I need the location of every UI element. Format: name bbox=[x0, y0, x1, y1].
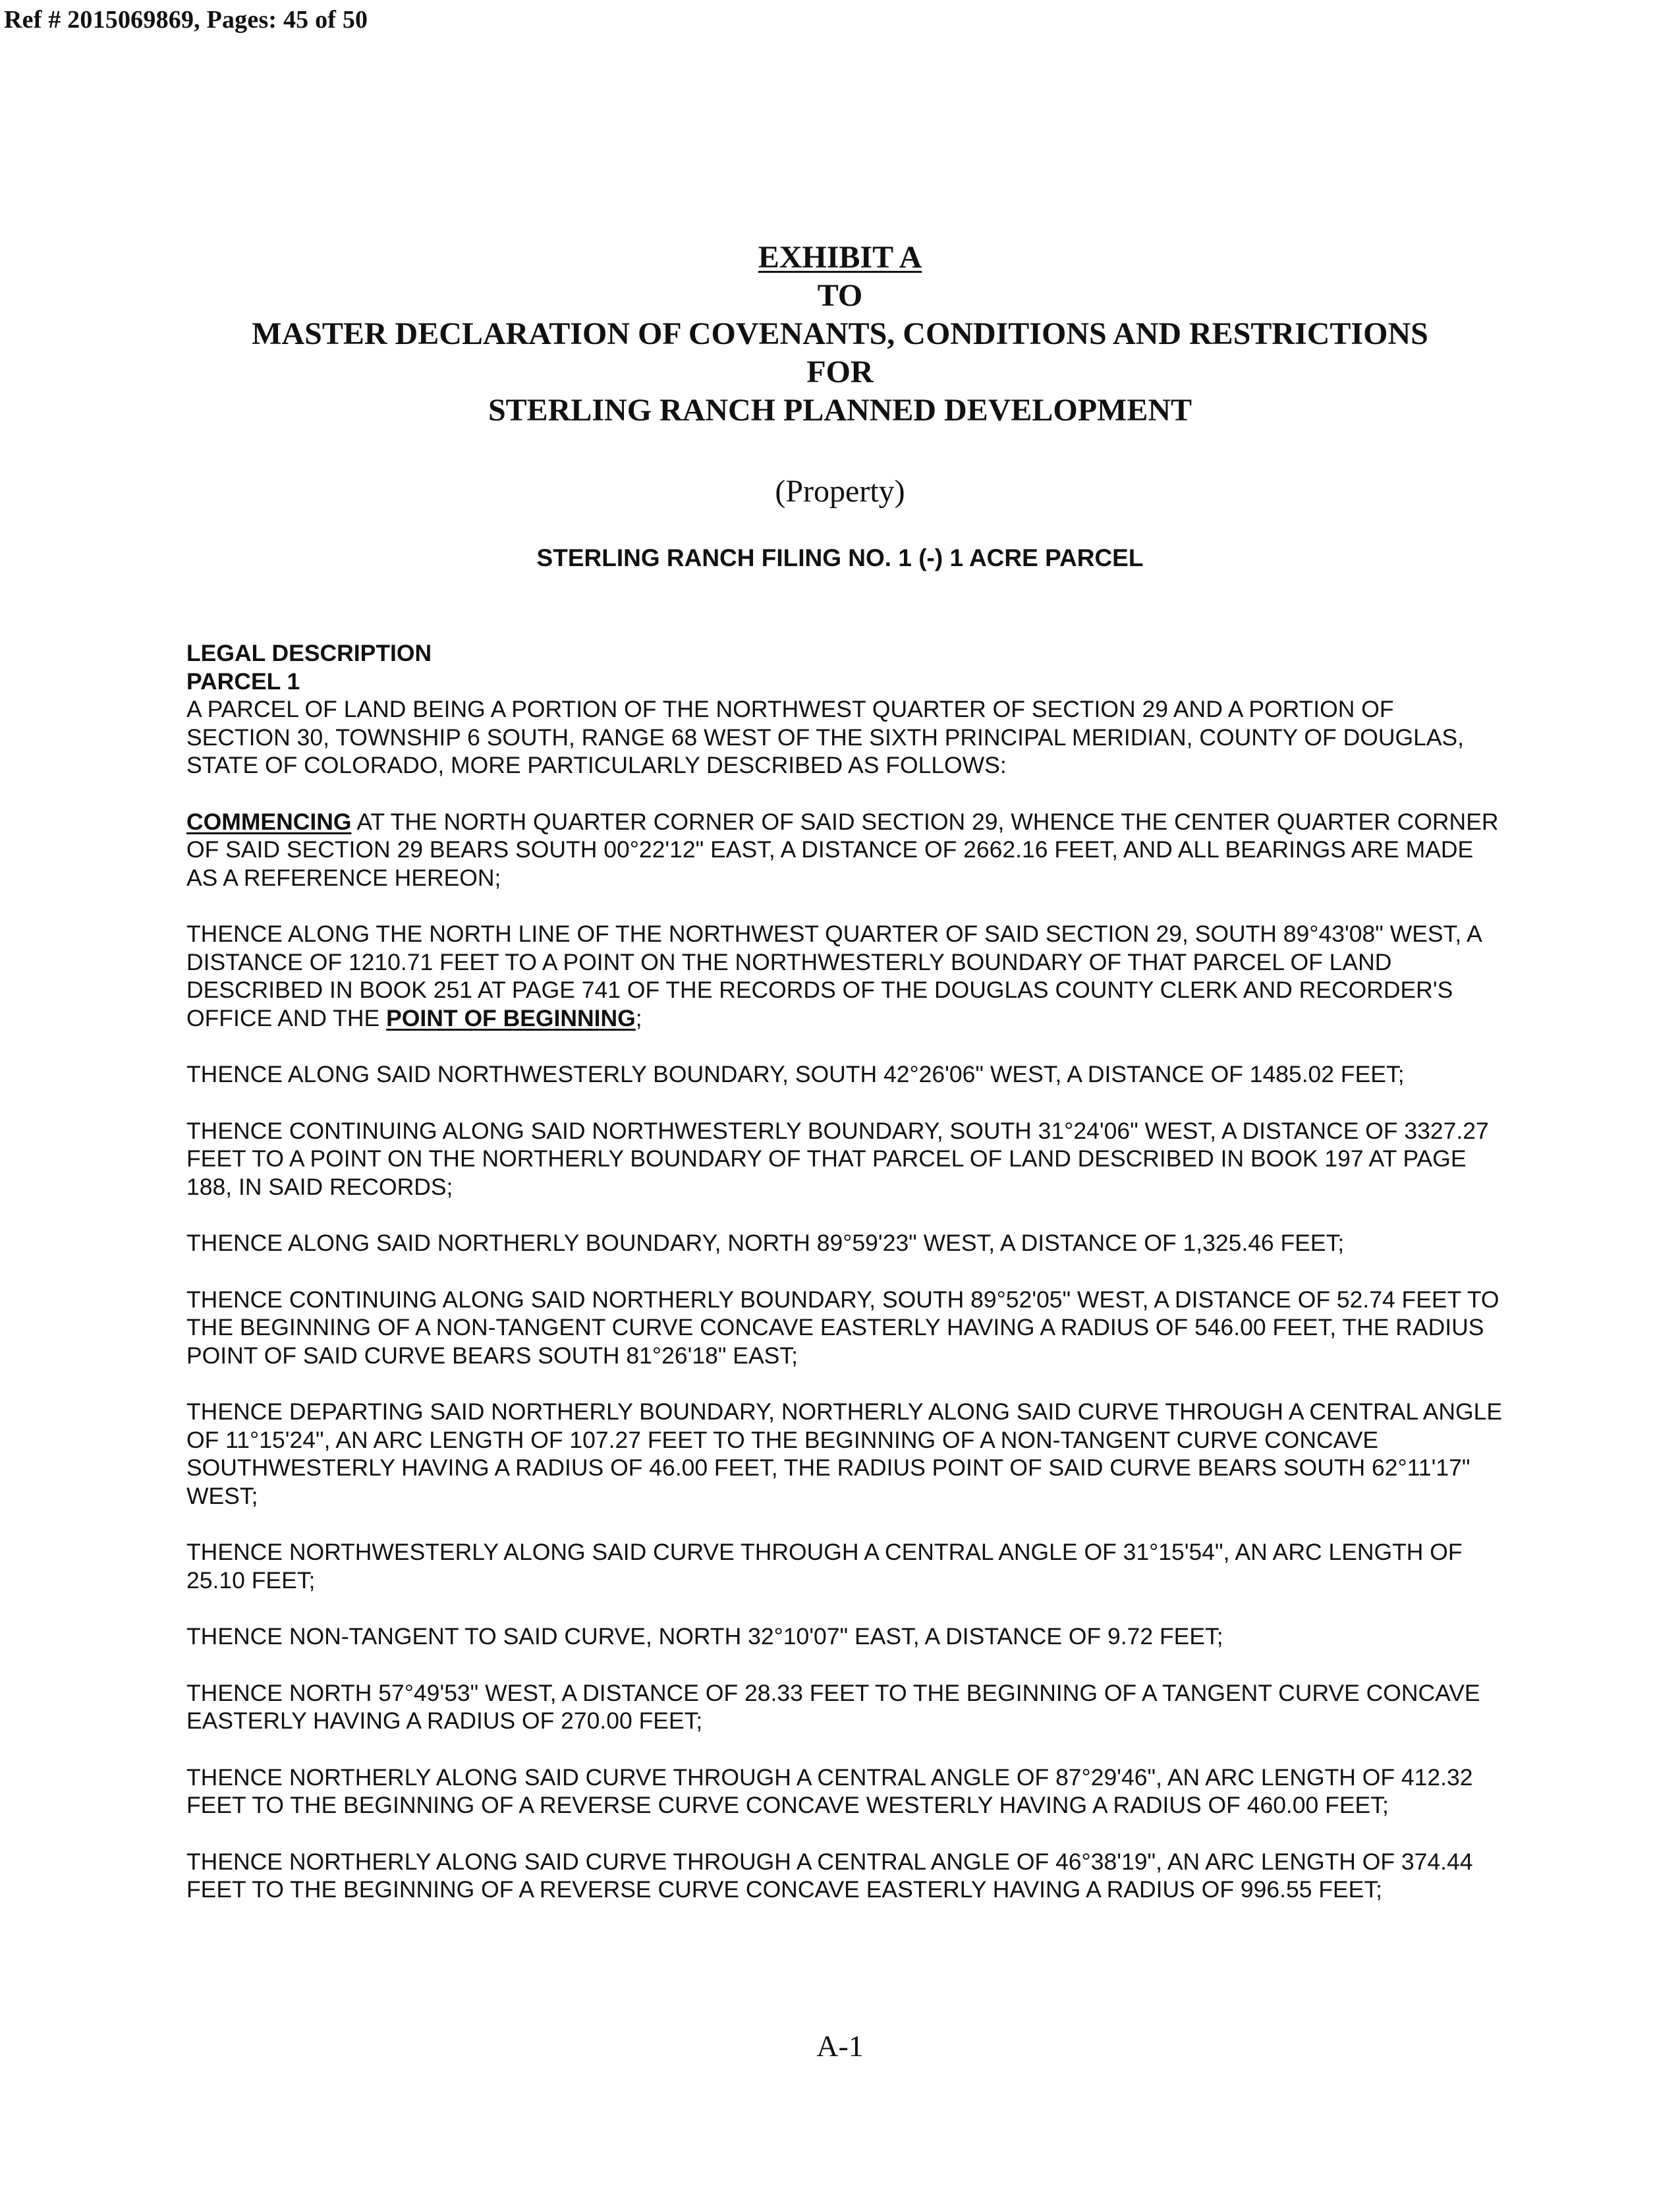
point-of-beginning-label: POINT OF BEGINNING bbox=[386, 1004, 636, 1031]
course-paragraph: THENCE NORTHERLY ALONG SAID CURVE THROUGH A CENTRAL ANGLE OF 46°38'19", AN ARC LENGTH OF 374.44 FEET TO THE BEGINNING OF A REVERSE CURVE CONCAVE EASTERLY HAVING A RADIUS OF 996.55 FEET; bbox=[186, 1848, 1473, 1903]
commencing-label: COMMENCING bbox=[186, 808, 352, 835]
course-paragraph: THENCE ALONG SAID NORTHERLY BOUNDARY, NORTH 89°59'23" WEST, A DISTANCE OF 1,325.46 FEET; bbox=[186, 1230, 1345, 1256]
exhibit-title: EXHIBIT A bbox=[758, 240, 922, 275]
filing-subtitle: STERLING RANCH FILING NO. 1 (-) 1 ACRE PARCEL bbox=[536, 544, 1144, 571]
title-for: FOR bbox=[806, 355, 874, 389]
development-title: STERLING RANCH PLANNED DEVELOPMENT bbox=[488, 393, 1192, 428]
legal-description-heading: LEGAL DESCRIPTION bbox=[186, 640, 432, 666]
title-to: TO bbox=[817, 278, 863, 313]
pob-text-before: THENCE ALONG THE NORTH LINE OF THE NORTHWEST QUARTER OF SAID SECTION 29, SOUTH 89°43'08" WEST, A DISTANCE OF 1210.71 FEET TO A POINT ON THE NORTHWESTERLY BOUNDARY OF THAT PARCEL OF LAND DESCRIBED IN BOOK 251 AT PAGE 741 OF THE RECORDS OF THE DOUGLAS COUNTY CLERK AND RECORDER'S OFFICE AND THE bbox=[186, 921, 1481, 1031]
point-of-beginning-paragraph bbox=[186, 920, 1504, 1032]
declaration-title: MASTER DECLARATION OF COVENANTS, CONDITIONS AND RESTRICTIONS bbox=[252, 316, 1428, 351]
course-paragraph: THENCE NORTH 57°49'53" WEST, A DISTANCE OF 28.33 FEET TO THE BEGINNING OF A TANGENT CURVE CONCAVE EASTERLY HAVING A RADIUS OF 270.00 FEET; bbox=[186, 1679, 1480, 1734]
legal-description-body bbox=[186, 639, 1504, 1932]
exhibit-title-block bbox=[0, 239, 1680, 430]
commencing-text: AT THE NORTH QUARTER CORNER OF SAID SECTION 29, WHENCE THE CENTER QUARTER CORNER OF SAID SECTION 29 BEARS SOUTH 00°22'12" EAST, A DISTANCE OF 2662.16 FEET, AND ALL BEARINGS ARE MADE AS A REFERENCE HEREON; bbox=[186, 808, 1499, 891]
course-paragraph: THENCE NORTHERLY ALONG SAID CURVE THROUGH A CENTRAL ANGLE OF 87°29'46", AN ARC LENGTH OF 412.32 FEET TO THE BEGINNING OF A REVERSE CURVE CONCAVE WESTERLY HAVING A RADIUS OF 460.00 FEET; bbox=[186, 1764, 1473, 1818]
commencing-paragraph bbox=[186, 808, 1504, 892]
course-paragraph: THENCE NORTHWESTERLY ALONG SAID CURVE THROUGH A CENTRAL ANGLE OF 31°15'54", AN ARC LENGTH OF 25.10 FEET; bbox=[186, 1539, 1463, 1594]
document-reference-header: Ref # 2015069869, Pages: 45 of 50 bbox=[4, 6, 368, 34]
course-paragraph: THENCE CONTINUING ALONG SAID NORTHWESTERLY BOUNDARY, SOUTH 31°24'06" WEST, A DISTANCE OF 3327.27 FEET TO A POINT ON THE NORTHERLY BOUNDARY OF THAT PARCEL OF LAND DESCRIBED IN BOOK 197 AT PAGE 188, IN SAID RECORDS; bbox=[186, 1117, 1489, 1200]
course-paragraph: THENCE NON-TANGENT TO SAID CURVE, NORTH 32°10'07" EAST, A DISTANCE OF 9.72 FEET; bbox=[186, 1623, 1223, 1650]
property-label: (Property) bbox=[775, 474, 905, 509]
parcel-heading: PARCEL 1 bbox=[186, 668, 300, 695]
intro-paragraph: A PARCEL OF LAND BEING A PORTION OF THE NORTHWEST QUARTER OF SECTION 29 AND A PORTION OF SECTION 30, TOWNSHIP 6 SOUTH, RANGE 68 WEST OF THE SIXTH PRINCIPAL MERIDIAN, COUNTY OF DOUGLAS, STATE OF COLORADO, MORE PARTICULARLY DESCRIBED AS FOLLOWS: bbox=[186, 696, 1465, 778]
course-paragraph: THENCE DEPARTING SAID NORTHERLY BOUNDARY, NORTHERLY ALONG SAID CURVE THROUGH A CENTRAL ANGLE OF 11°15'24", AN ARC LENGTH OF 107.27 FEET TO THE BEGINNING OF A NON-TANGENT CURVE CONCAVE SOUTHWESTERLY HAVING A RADIUS OF 46.00 FEET, THE RADIUS POINT OF SAID CURVE BEARS SOUTH 62°11'17" WEST; bbox=[186, 1398, 1503, 1509]
course-paragraph: THENCE CONTINUING ALONG SAID NORTHERLY BOUNDARY, SOUTH 89°52'05" WEST, A DISTANCE OF 52.74 FEET TO THE BEGINNING OF A NON-TANGENT CURVE CONCAVE EASTERLY HAVING A RADIUS OF 546.00 FEET, THE RADIUS POINT OF SAID CURVE BEARS SOUTH 81°26'18" EAST; bbox=[186, 1286, 1499, 1369]
course-paragraph: THENCE ALONG SAID NORTHWESTERLY BOUNDARY, SOUTH 42°26'06" WEST, A DISTANCE OF 1485.02 FEET; bbox=[186, 1061, 1405, 1087]
page-number: A-1 bbox=[816, 2029, 864, 2063]
pob-text-after: ; bbox=[635, 1004, 642, 1031]
